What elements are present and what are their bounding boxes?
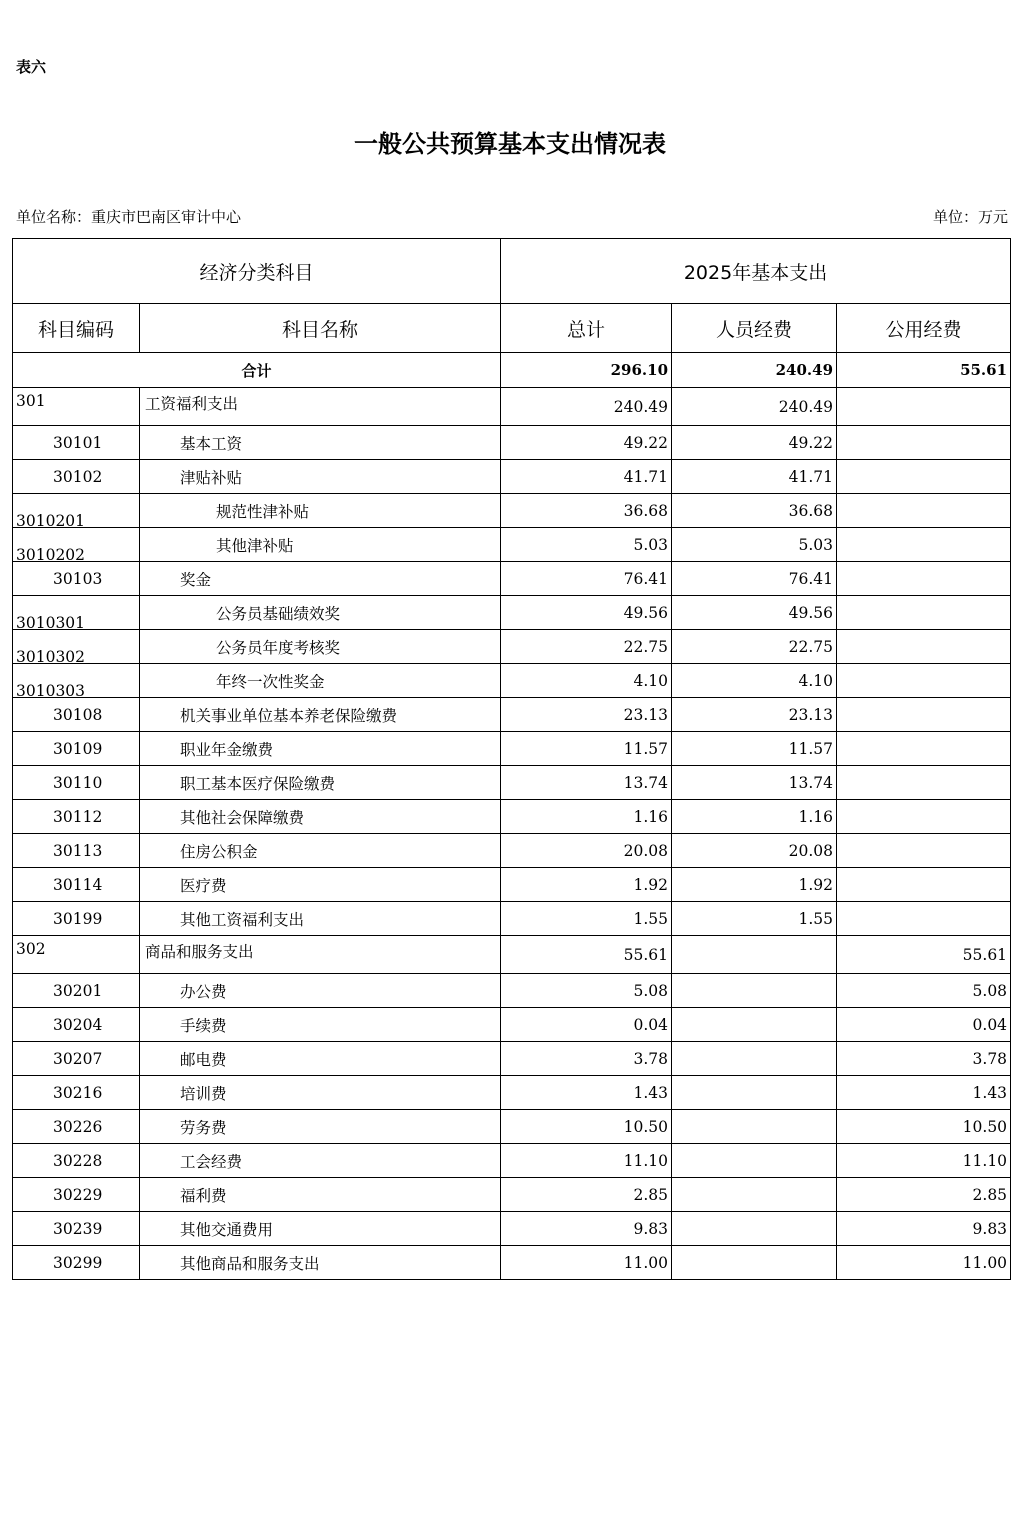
row-public: 2.85 (837, 1178, 1011, 1212)
row-public (837, 426, 1011, 460)
row-public (837, 732, 1011, 766)
row-public: 0.04 (837, 1008, 1011, 1042)
row-code: 30226 (13, 1110, 140, 1144)
table-row (13, 460, 1011, 494)
row-name: 办公费 (140, 974, 501, 1008)
row-code: 30207 (13, 1042, 140, 1076)
row-name: 职业年金缴费 (140, 732, 501, 766)
row-total: 23.13 (501, 698, 672, 732)
row-total: 1.43 (501, 1076, 672, 1110)
row-total: 11.57 (501, 732, 672, 766)
row-public (837, 902, 1011, 936)
row-public (837, 562, 1011, 596)
unit-label: 单位：万元 (932, 208, 1008, 226)
row-public: 9.83 (837, 1212, 1011, 1246)
row-name: 公务员基础绩效奖 (140, 596, 501, 630)
row-total: 1.55 (501, 902, 672, 936)
table-row (13, 1144, 1011, 1178)
row-personnel (672, 936, 837, 974)
row-personnel: 23.13 (672, 698, 837, 732)
row-personnel: 13.74 (672, 766, 837, 800)
row-total: 2.85 (501, 1178, 672, 1212)
table-row (13, 766, 1011, 800)
row-code: 30204 (13, 1008, 140, 1042)
row-total: 55.61 (501, 936, 672, 974)
table-row (13, 1246, 1011, 1280)
row-total: 41.71 (501, 460, 672, 494)
row-code: 30112 (13, 800, 140, 834)
row-code: 30102 (13, 460, 140, 494)
row-name: 福利费 (140, 1178, 501, 1212)
row-total: 1.92 (501, 868, 672, 902)
row-personnel: 240.49 (672, 388, 837, 426)
row-personnel: 1.55 (672, 902, 837, 936)
row-total: 3.78 (501, 1042, 672, 1076)
row-name: 其他津补贴 (140, 528, 501, 562)
row-public (837, 596, 1011, 630)
table-row (13, 834, 1011, 868)
row-name: 培训费 (140, 1076, 501, 1110)
row-public (837, 388, 1011, 426)
row-public: 55.61 (837, 936, 1011, 974)
row-code: 30110 (13, 766, 140, 800)
row-name: 机关事业单位基本养老保险缴费 (140, 698, 501, 732)
row-name: 商品和服务支出 (140, 936, 501, 974)
table-row (13, 974, 1011, 1008)
table-row (13, 800, 1011, 834)
row-code: 30199 (13, 902, 140, 936)
row-personnel (672, 1110, 837, 1144)
row-total: 10.50 (501, 1110, 672, 1144)
row-name: 手续费 (140, 1008, 501, 1042)
row-personnel: 1.92 (672, 868, 837, 902)
row-public: 1.43 (837, 1076, 1011, 1110)
row-personnel (672, 1042, 837, 1076)
row-name: 规范性津补贴 (140, 494, 501, 528)
table-row (13, 1212, 1011, 1246)
row-public (837, 528, 1011, 562)
row-name: 职工基本医疗保险缴费 (140, 766, 501, 800)
row-name: 工会经费 (140, 1144, 501, 1178)
table-row (13, 388, 1011, 426)
row-code: 30108 (13, 698, 140, 732)
row-name: 医疗费 (140, 868, 501, 902)
table-row (13, 1110, 1011, 1144)
row-code: 30201 (13, 974, 140, 1008)
row-personnel (672, 1076, 837, 1110)
row-code: 3010201 (13, 494, 140, 528)
table-row (13, 494, 1011, 528)
row-personnel (672, 974, 837, 1008)
row-public: 3.78 (837, 1042, 1011, 1076)
header-public: 公用经费 (837, 304, 1011, 353)
row-personnel: 76.41 (672, 562, 837, 596)
row-public (837, 834, 1011, 868)
row-name: 奖金 (140, 562, 501, 596)
row-code: 301 (13, 388, 140, 426)
row-code: 3010301 (13, 596, 140, 630)
table-row (13, 1008, 1011, 1042)
row-public (837, 460, 1011, 494)
header-personnel: 人员经费 (672, 304, 837, 353)
row-code: 3010302 (13, 630, 140, 664)
table-row (13, 902, 1011, 936)
row-personnel: 49.56 (672, 596, 837, 630)
row-public (837, 698, 1011, 732)
row-total: 9.83 (501, 1212, 672, 1246)
row-name: 邮电费 (140, 1042, 501, 1076)
header-group-row (13, 239, 1011, 304)
row-code: 30114 (13, 868, 140, 902)
table-row (13, 936, 1011, 974)
row-public (837, 664, 1011, 698)
row-total: 22.75 (501, 630, 672, 664)
table-row (13, 868, 1011, 902)
total-personnel: 240.49 (672, 353, 837, 388)
row-public (837, 630, 1011, 664)
row-code: 30229 (13, 1178, 140, 1212)
row-personnel (672, 1144, 837, 1178)
row-code: 30103 (13, 562, 140, 596)
row-code: 30101 (13, 426, 140, 460)
row-code: 30113 (13, 834, 140, 868)
row-total: 0.04 (501, 1008, 672, 1042)
row-name: 年终一次性奖金 (140, 664, 501, 698)
row-personnel: 5.03 (672, 528, 837, 562)
budget-table (12, 238, 1011, 1280)
row-code: 30109 (13, 732, 140, 766)
row-total: 20.08 (501, 834, 672, 868)
table-row (13, 528, 1011, 562)
row-public (837, 494, 1011, 528)
row-code: 3010202 (13, 528, 140, 562)
row-personnel: 4.10 (672, 664, 837, 698)
row-total: 1.16 (501, 800, 672, 834)
header-column-row (13, 304, 1011, 353)
row-code: 302 (13, 936, 140, 974)
row-personnel (672, 1212, 837, 1246)
unit-name: 单位名称：重庆市巴南区审计中心 (16, 208, 242, 226)
row-name: 基本工资 (140, 426, 501, 460)
row-public: 11.10 (837, 1144, 1011, 1178)
table-row (13, 1076, 1011, 1110)
row-public (837, 766, 1011, 800)
row-name: 其他社会保障缴费 (140, 800, 501, 834)
row-public (837, 868, 1011, 902)
row-total: 49.56 (501, 596, 672, 630)
row-name: 工资福利支出 (140, 388, 501, 426)
row-total: 76.41 (501, 562, 672, 596)
table-row (13, 596, 1011, 630)
row-public: 11.00 (837, 1246, 1011, 1280)
table-row (13, 732, 1011, 766)
row-name: 其他商品和服务支出 (140, 1246, 501, 1280)
row-total: 49.22 (501, 426, 672, 460)
total-public: 55.61 (837, 353, 1011, 388)
page-title: 一般公共预算基本支出情况表 (354, 129, 666, 158)
sheet-label: 表六 (16, 58, 47, 76)
row-name: 其他交通费用 (140, 1212, 501, 1246)
row-name: 住房公积金 (140, 834, 501, 868)
row-personnel: 22.75 (672, 630, 837, 664)
row-code: 3010303 (13, 664, 140, 698)
row-total: 36.68 (501, 494, 672, 528)
row-total: 11.10 (501, 1144, 672, 1178)
table-row (13, 426, 1011, 460)
row-personnel (672, 1246, 837, 1280)
row-code: 30228 (13, 1144, 140, 1178)
total-total: 296.10 (501, 353, 672, 388)
row-personnel: 1.16 (672, 800, 837, 834)
row-public: 5.08 (837, 974, 1011, 1008)
row-total: 5.03 (501, 528, 672, 562)
row-code: 30239 (13, 1212, 140, 1246)
header-basic-expenditure: 2025年基本支出 (501, 239, 1011, 304)
row-personnel: 11.57 (672, 732, 837, 766)
row-name: 劳务费 (140, 1110, 501, 1144)
row-total: 4.10 (501, 664, 672, 698)
table-row (13, 1042, 1011, 1076)
table-row (13, 562, 1011, 596)
row-code: 30299 (13, 1246, 140, 1280)
table-row (13, 664, 1011, 698)
row-name: 其他工资福利支出 (140, 902, 501, 936)
row-personnel: 41.71 (672, 460, 837, 494)
total-row (13, 353, 1011, 388)
row-public (837, 800, 1011, 834)
table-row (13, 1178, 1011, 1212)
row-name: 津贴补贴 (140, 460, 501, 494)
header-economic-classification: 经济分类科目 (13, 239, 501, 304)
table-row (13, 698, 1011, 732)
total-label: 合计 (13, 353, 501, 388)
row-personnel (672, 1178, 837, 1212)
header-total: 总计 (501, 304, 672, 353)
row-personnel: 49.22 (672, 426, 837, 460)
header-code: 科目编码 (13, 304, 140, 353)
row-code: 30216 (13, 1076, 140, 1110)
row-total: 11.00 (501, 1246, 672, 1280)
row-total: 13.74 (501, 766, 672, 800)
row-personnel: 36.68 (672, 494, 837, 528)
row-personnel: 20.08 (672, 834, 837, 868)
row-name: 公务员年度考核奖 (140, 630, 501, 664)
row-personnel (672, 1008, 837, 1042)
header-name: 科目名称 (140, 304, 501, 353)
row-total: 5.08 (501, 974, 672, 1008)
row-public: 10.50 (837, 1110, 1011, 1144)
row-total: 240.49 (501, 388, 672, 426)
table-row (13, 630, 1011, 664)
